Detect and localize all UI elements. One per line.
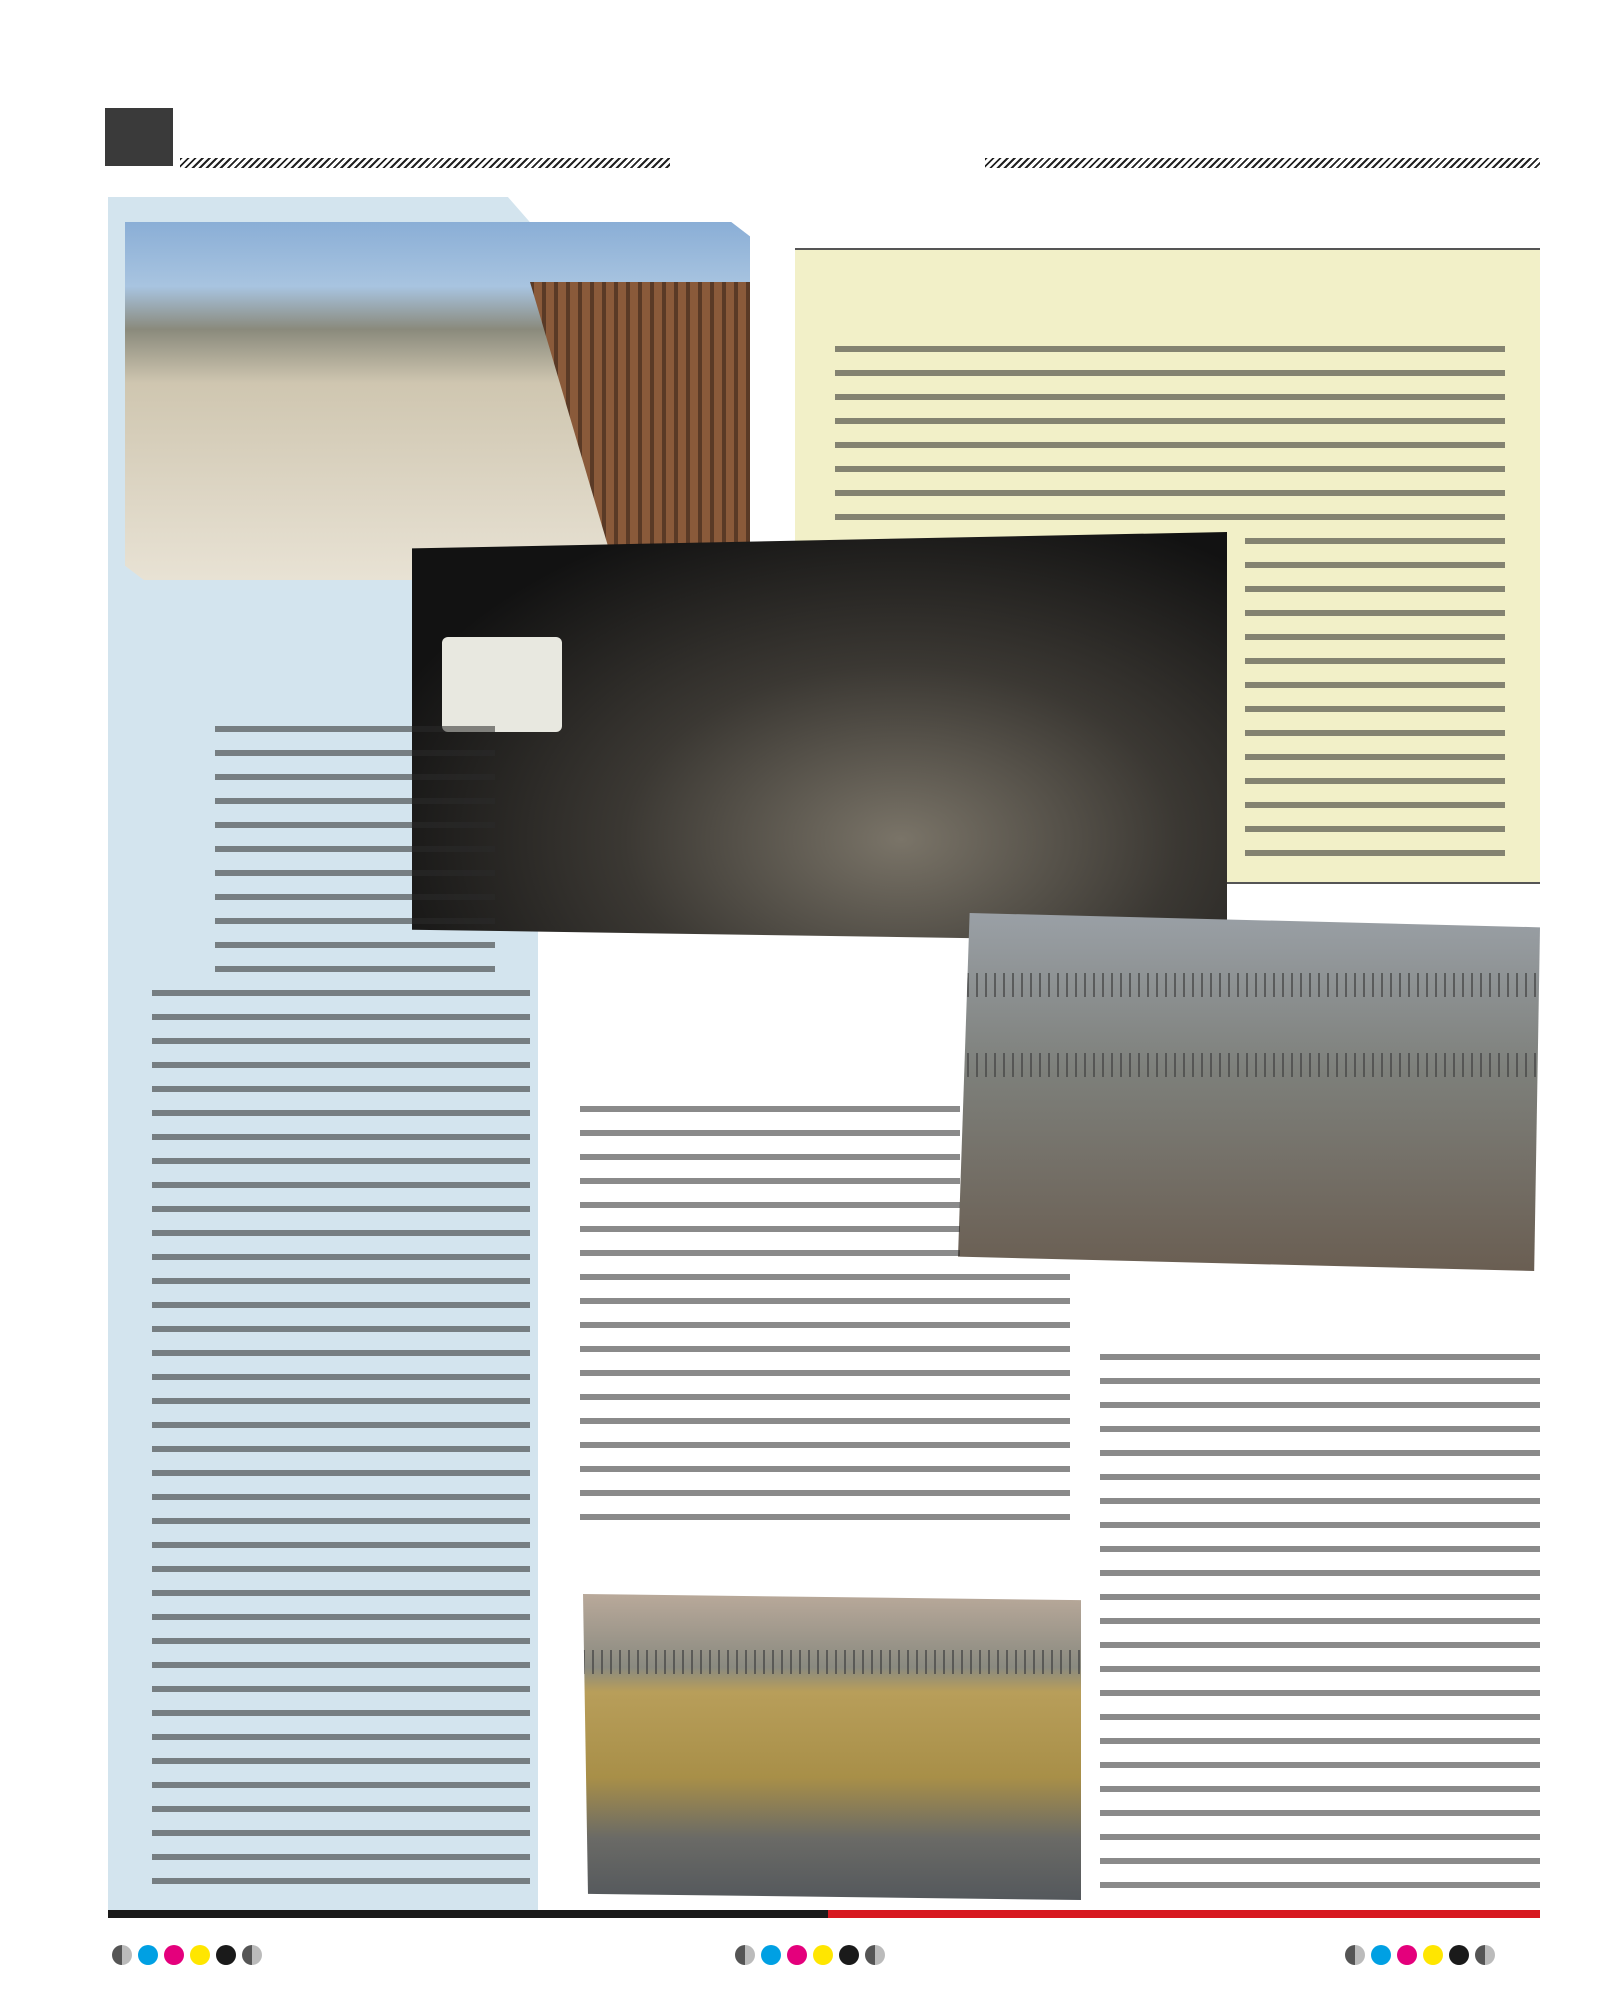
masthead <box>680 100 980 180</box>
photo-border-fence <box>125 222 750 580</box>
registration-dot-black <box>839 1945 859 1965</box>
photo-climbing-fence <box>958 913 1540 1271</box>
registration-dot-yellow <box>190 1945 210 1965</box>
registration-half-dot <box>1475 1945 1495 1965</box>
page-number <box>105 108 173 166</box>
registration-dot-magenta <box>164 1945 184 1965</box>
registration-half-dot <box>735 1945 755 1965</box>
registration-dot-black <box>216 1945 236 1965</box>
registration-dot-cyan <box>1371 1945 1391 1965</box>
razor-wire-1 <box>958 973 1540 997</box>
registration-dot-black <box>1449 1945 1469 1965</box>
footer-bar-red <box>828 1910 1540 1918</box>
main-article-text-lines <box>835 338 1505 530</box>
header-rule-left <box>180 158 670 168</box>
registration-marks-left <box>112 1945 262 1965</box>
danger-article-text-lines <box>580 1098 960 1266</box>
registration-half-dot <box>242 1945 262 1965</box>
registration-marks-right <box>1345 1945 1495 1965</box>
registration-half-dot <box>1345 1945 1365 1965</box>
razor-wire-3 <box>583 1650 1081 1674</box>
registration-dot-yellow <box>813 1945 833 1965</box>
police-article-text-lines <box>1100 1346 1540 1898</box>
registration-dot-magenta <box>787 1945 807 1965</box>
registration-dot-magenta <box>1397 1945 1417 1965</box>
razor-wire-2 <box>958 1053 1540 1077</box>
registration-dot-cyan <box>761 1945 781 1965</box>
dunki-article-text-lines-upper <box>215 718 495 982</box>
photo-migrants-night <box>412 532 1227 942</box>
photo-river-crossing <box>583 1594 1081 1900</box>
registration-dot-yellow <box>1423 1945 1443 1965</box>
header-rule-right <box>985 158 1540 168</box>
registration-half-dot <box>865 1945 885 1965</box>
fence-structure <box>530 282 750 580</box>
registration-half-dot <box>112 1945 132 1965</box>
danger-article-text-lines-wide <box>580 1266 1070 1530</box>
main-article-text-lines-narrow <box>1245 530 1505 866</box>
registration-dot-cyan <box>138 1945 158 1965</box>
registration-marks-center <box>735 1945 885 1965</box>
dunki-article-text-lines-lower <box>152 982 530 1897</box>
footer-bar-dark <box>108 1910 828 1918</box>
